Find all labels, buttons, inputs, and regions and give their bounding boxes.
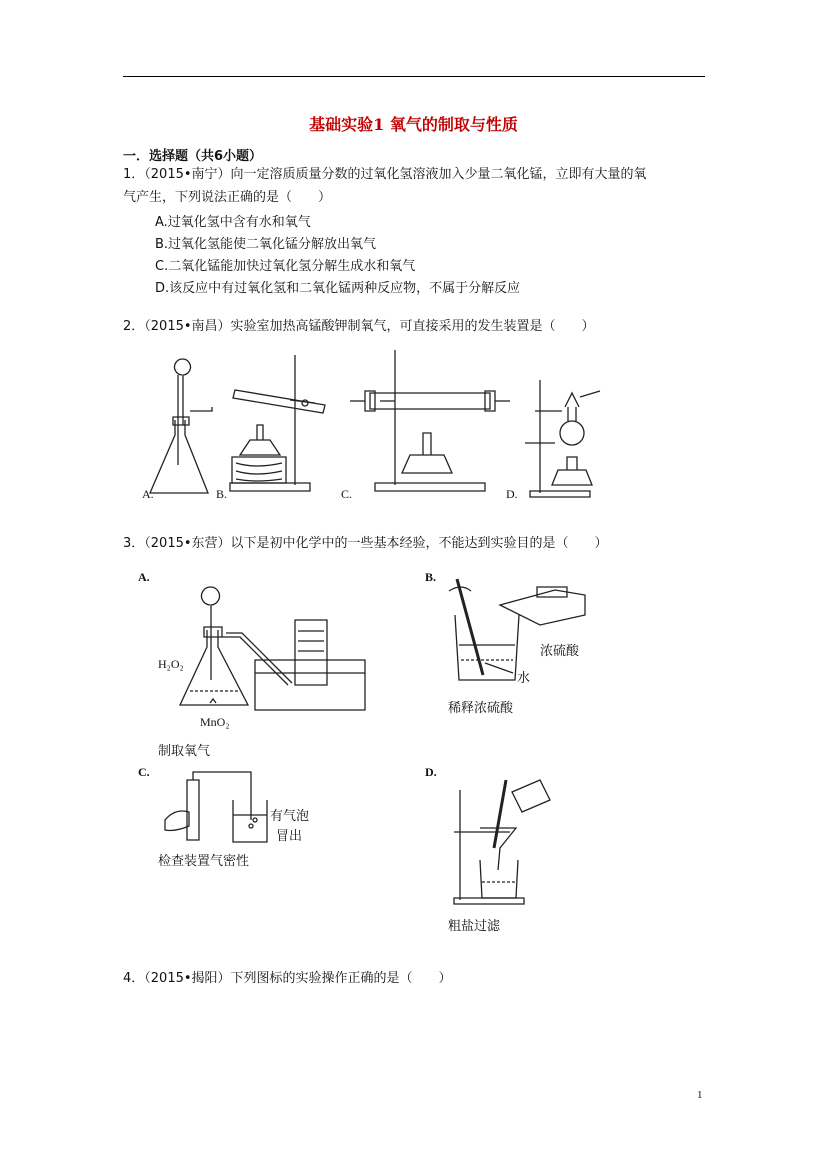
section-heading: 一．选择题（共6小题） <box>123 149 263 164</box>
q3b-acid-label: 浓硫酸 <box>540 644 580 659</box>
q3d-caption: 粗盐过滤 <box>448 919 501 934</box>
q2-label-a: A. <box>142 487 154 501</box>
apparatus-c-icon <box>350 350 510 491</box>
q3a-caption: 制取氧气 <box>158 744 211 759</box>
q3-text: 3．（2015•东营）以下是初中化学中的一些基本经验，不能达到实验目的是（ ） <box>123 536 608 551</box>
q2-label-c: C. <box>341 487 353 501</box>
q4-text: 4．（2015•揭阳）下列图标的实验操作正确的是（ ） <box>123 971 452 986</box>
apparatus-a-icon <box>150 359 212 493</box>
header-rule <box>123 76 705 77</box>
q3c-label: C. <box>138 765 150 779</box>
q3b-water-label: 水 <box>517 671 531 686</box>
q3c-bubble-line1: 有气泡 <box>270 809 310 824</box>
q3a-h2o2-label: H₂O₂ <box>158 657 184 671</box>
q1-option-a: A.过氧化氢中含有水和氧气 <box>155 215 311 230</box>
q3d-figure-filtration <box>450 770 600 910</box>
q2-label-d: D. <box>506 487 518 501</box>
q3c-figure-airtightness <box>155 770 275 850</box>
q3b-label: B. <box>425 570 437 584</box>
apparatus-d-icon <box>525 380 600 497</box>
q3a-mno2-label: MnO₂ <box>200 715 230 729</box>
q1-line2: 气产生，下列说法正确的是（ ） <box>123 190 332 205</box>
q3b-caption: 稀释浓硫酸 <box>448 701 514 716</box>
q2-text: 2．（2015•南昌）实验室加热高锰酸钾制氧气，可直接采用的发生装置是（ ） <box>123 319 595 334</box>
page-number: 1 <box>697 1089 703 1101</box>
q3a-figure-oxygen-generation <box>170 575 370 720</box>
q1-option-c: C.二氧化锰能加快过氧化氢分解生成水和氧气 <box>155 259 416 274</box>
q1-line1: 1．（2015•南宁）向一定溶质质量分数的过氧化氢溶液加入少量二氧化锰，立即有大量的氧 <box>123 167 647 182</box>
apparatus-b-icon <box>230 355 325 491</box>
q3c-bubble-line2: 冒出 <box>276 829 303 844</box>
q1-option-d: D.该反应中有过氧化氢和二氧化锰两种反应物，不属于分解反应 <box>155 281 521 296</box>
q1-option-b: B.过氧化氢能使二氧化锰分解放出氧气 <box>155 237 377 252</box>
page-title: 基础实验1 氧气的制取与性质 <box>309 115 518 134</box>
q3c-caption: 检查装置气密性 <box>158 854 250 869</box>
q2-apparatus-figure <box>140 345 610 505</box>
q3a-label: A. <box>138 570 150 584</box>
q3d-label: D. <box>425 765 437 779</box>
q2-label-b: B. <box>216 487 228 501</box>
